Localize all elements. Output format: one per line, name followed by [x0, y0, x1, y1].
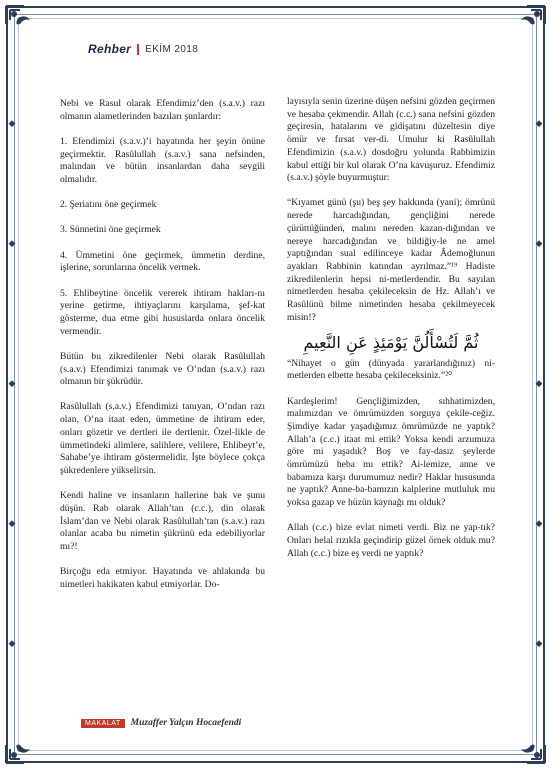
paragraph: Kardeşlerim! Gençliğimizden, sıhhatimizden, malımızdan ve ömrümüzden sorguya çekile-ceğiz. Şimdiye kadar yaşadığımız ömrümüzde ne yaptık? Allah’a (c.c.) itaat mi ettik? Yoksa kendi arzumuza göre mi yaşadık? Boş ve fay-dasız şeylerde ömrümüzü heba mı ettik? Ai-lemize, anne ve babamıza karşı durumumuz nedir? Haklar hususunda ne yaptık? Anne-ba-bamızın kalplerine mutluluk mu yoksa gazap ve hüzün kaynağı mı olduk?	[287, 395, 495, 509]
page-footer	[81, 717, 241, 729]
verse-translation: “Nihayet o gün (dünyada yararlandığınız) ni-metlerden elbette hesaba çekileceksiniz.”²⁰	[287, 357, 495, 382]
paragraph: Allah (c.c.) bize evlat nimeti verdi. Biz ne yap-tık? Onları helal rızıkla geçindirip güzel örnek olduk mu? Allah (c.c.) bize eş verdi ne yaptık?	[287, 522, 495, 559]
header-divider	[137, 44, 139, 55]
author-name: Muzaffer Yalçın Hocaefendi	[130, 718, 242, 728]
border-pattern-left: ◆ ◆ ◆ ◆ ◆	[8, 119, 16, 649]
paragraph: layısıyla senin üzerine düşen nefsini gözden geçirmen ve hesaba çekmendir. Allah (c.c.) sana nefsini gözden geçiresin, hatalarını ve gidişatını düzeltesin diye ömür ve fırsat ver-di. Umulur ki Rasûlullah Efendimizin (s.a.v.) dosdoğru yolunda Rabbimizin kabul ettiği bir kul olarak O’na kavuşuruz. Efendimiz (s.a.v.) şöyle buyurmuştur:	[287, 96, 495, 184]
paragraph: Birçoğu eda etmiyor. Hayatında ve ahlakında bu nimetleri hakikaten kabul etmiyorlar. Do-	[60, 566, 265, 590]
arabic-verse: ثُمَّ لَتُسْأَلُنَّ يَوْمَئِذٍ عَنِ النَّعِيمِ	[303, 332, 479, 352]
paragraph: 1. Efendimizi (s.a.v.)’i hayatında her şeyin önüne geçirmektir. Rasûlullah (s.a.v.) sana nefsinden, malından ve bütün insanlardan daha sevgili olmalıdır.	[60, 135, 265, 186]
paragraph: Kendi haline ve insanların hallerine bak ve şunu düşün. Rab olarak Allah’tan (c.c.), din olarak İslam’dan ve Nebi olarak Rasûlullah’tan (s.a.v.) razı olanlar acaba bu nimetin şükrünü eda edebiliyorlar mı?!	[60, 490, 265, 552]
brand-logo: Rehber	[88, 42, 132, 56]
paragraph: 3. Sünnetini öne geçirmek	[60, 224, 161, 236]
paragraph: 5. Ehlibeytine öncelik vererek ihtiram hakları-nı yerine getirme, ihtiyaçlarını karşılama, şef-kat gösterme, dua etme gibi hususlarda onlara öncelik vermendir.	[60, 287, 265, 337]
section-badge: MAKALAT	[81, 719, 125, 728]
paragraph: 4. Ümmetini öne geçirmek, ümmetin derdine, işlerine, sorunlarına öncelik vermek.	[60, 249, 265, 274]
paragraph: Nebi ve Rasul olarak Efendimiz’den (s.a.v.) razı olmanın alametlerinden bazıları şunlardır:	[60, 98, 265, 122]
right-column	[287, 96, 495, 573]
paragraph: Rasûlullah (s.a.v.) Efendimizi tanıyan, O’ndan razı olan, O’na itaat eden, ümmetine de ihtiram eder, onları gözetir ve dertleri ile dertlenir. Özel-likle de ümmetindeki alimlere, salihlere, velilere, Ehlibeyt’e, Sahabe’ye ihtiram göstermelidir. İşte böylece çokça şükredenlere yükselirsin.	[60, 401, 265, 476]
left-column	[60, 98, 265, 604]
issue-date: EKİM 2018	[145, 43, 199, 55]
paragraph: Bütün bu zikredilenler Nebi olarak Rasûlullah (s.a.v.) Efendimizi tanımak ve O’ndan (s.a.v.) razı olmanın bir şükrüdür.	[60, 350, 265, 388]
border-pattern-right: ◆ ◆ ◆ ◆ ◆	[535, 119, 543, 649]
page-header	[88, 42, 198, 56]
paragraph: 2. Şeriatını öne geçirmek	[60, 199, 157, 211]
hadith-quote: “Kıyamet günü (şu) beş şey hakkında (yani); ömrünü nerede harcadığından, gençliğini nerede çürüttüğünden, malını nereden kazan-dığından ve nereye harcadığından ve bildiğiy-le ne amel yaptığından sual edilinceye kadar Âdemoğlunun ayakları Rabbinin katından ayrılmaz.”¹⁹ Hadiste zikredilenlerin hepsi ni-metlerdendir. Bu sayılan nimetlerden hesaba çekileceksin de Hz. Allah’ı ve Rasûlünü bilme nimetinden hesaba çekilmeyecek misin!?	[287, 197, 495, 323]
